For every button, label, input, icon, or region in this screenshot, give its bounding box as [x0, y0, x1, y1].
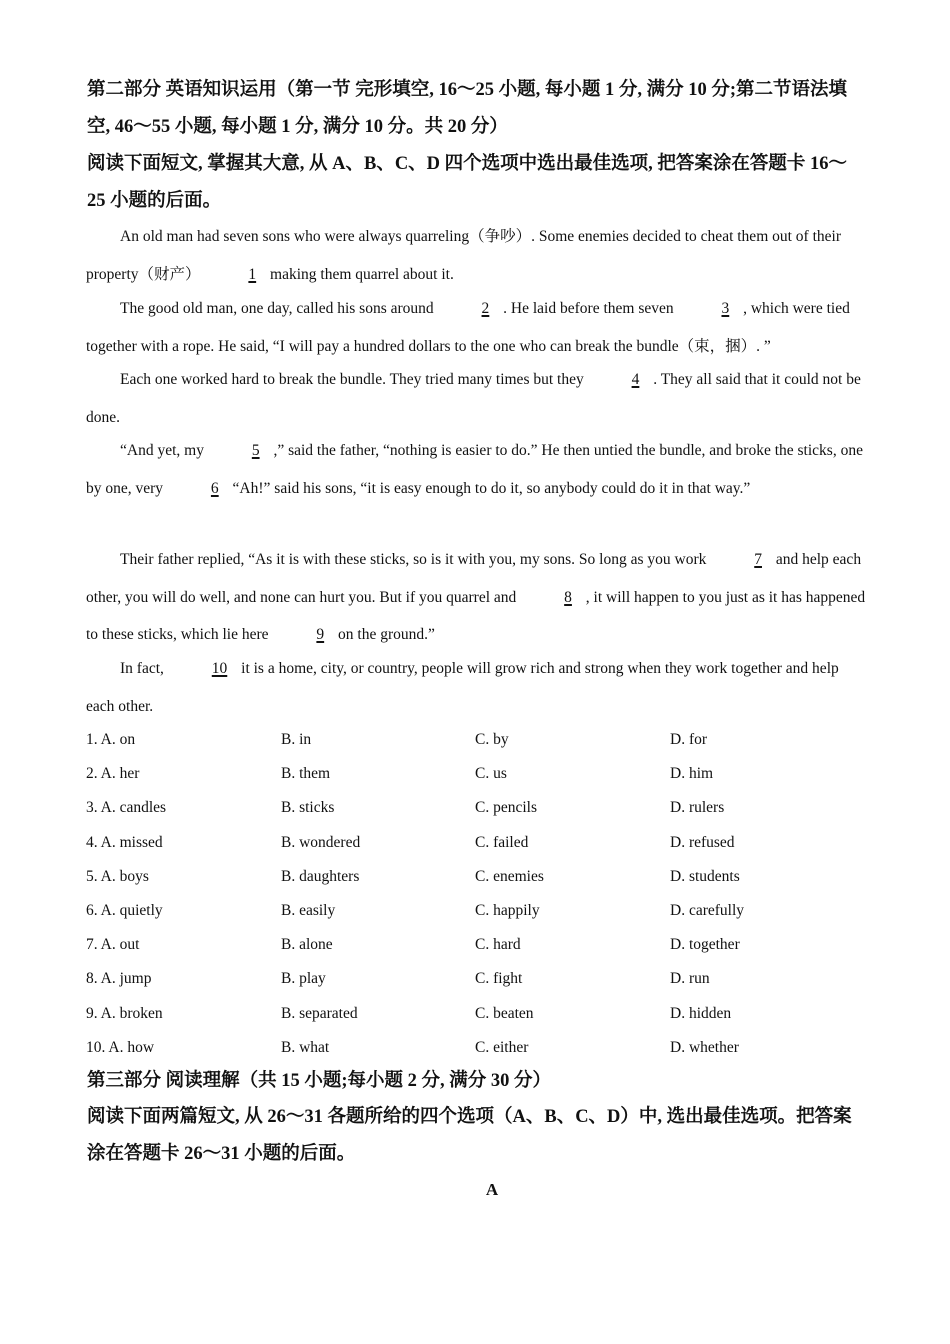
option-b: B. wondered [281, 833, 361, 851]
passage-paragraph-5: Their father replied, “As it is with these sticks, so is it with you, my sons. So long as you work 7 and help each other, you will do well, and none can hurt you. But if you quarrel and 8 , it will happen to you just as it has happened to these sticks, which lie here 9 on the ground.” [86, 541, 866, 654]
option-a: 7. A. out [86, 936, 140, 954]
option-row [86, 895, 866, 929]
option-a: 5. A. boys [86, 867, 149, 885]
passage-paragraph-3: Each one worked hard to break the bundle. They tried many times but they 4 . They all said that it could not be done. [86, 361, 866, 436]
option-c: C. happily [475, 901, 540, 919]
blank-4: 4 [631, 371, 640, 388]
part2-title: 第二部分 英语知识运用（第一节 完形填空, 16～25 小题, 每小题 1 分, 满分 10 分;第二节语法填空, 46～55 小题, 每小题 1 分, 满分 10 分。共 20 分） [87, 80, 848, 137]
option-b: B. daughters [281, 867, 360, 885]
option-a: 3. A. candles [86, 799, 167, 817]
option-a: 6. A. quietly [86, 901, 163, 919]
option-row [86, 758, 866, 792]
passage-paragraph-4: “And yet, my 5 ,” said the father, “nothing is easier to do.” He then untied the bundle, and broke the sticks, one by one, very 6 “Ah!” said his sons, “it is easy enough to do it, so anybody could do it in that way.” [86, 432, 866, 507]
option-b: B. what [281, 1038, 330, 1056]
option-d: D. refused [670, 833, 735, 851]
option-a: 8. A. jump [86, 970, 152, 988]
passage-paragraph-2: The good old man, one day, called his sons around 2 . He laid before them seven 3 , which were tied together with a rope. He said, “I will pay a hundred dollars to the one who can break the bundle（束，捆）. ” [86, 290, 866, 365]
option-row [86, 724, 866, 758]
blank-5: 5 [251, 442, 260, 459]
option-b: B. in [281, 731, 312, 748]
option-c: C. either [475, 1038, 529, 1056]
part3-instruction: 阅读下面两篇短文, 从 26～31 各题所给的四个选项（A、B、C、D）中, 选出最佳选项。把答案涂在答题卡 26～31 小题的后面。 [87, 1107, 852, 1164]
option-a: 4. A. missed [86, 833, 163, 851]
blank-8: 8 [564, 588, 572, 606]
option-a: 2. A. her [86, 765, 140, 783]
answer-options [86, 724, 866, 1066]
part3-title: 第三部分 阅读理解（共 15 小题;每小题 2 分, 满分 30 分） [87, 1071, 552, 1091]
option-row [86, 929, 866, 963]
option-d: D. students [670, 867, 740, 885]
option-a: 10. A. how [86, 1038, 155, 1056]
option-b: B. separated [281, 1004, 358, 1022]
option-d: D. run [670, 970, 710, 988]
option-c: C. hard [475, 936, 521, 954]
passage-paragraph-6: In fact, 10 it is a home, city, or country, people will grow rich and strong when they work together and help each other. [86, 650, 866, 725]
passage-paragraph-1: An old man had seven sons who were always quarreling（争吵）. Some enemies decided to cheat them out of their property（财产） 1 making them quarrel about it. [86, 218, 866, 293]
blank-3: 3 [721, 300, 730, 317]
blank-6: 6 [210, 479, 219, 497]
option-d: D. for [670, 731, 708, 748]
blank-1: 1 [248, 265, 257, 283]
option-c: C. by [475, 731, 509, 748]
option-row [86, 792, 866, 826]
option-row [86, 1032, 866, 1066]
blank-10: 10 [211, 660, 228, 677]
option-d: D. carefully [670, 901, 745, 919]
blank-7: 7 [754, 551, 762, 568]
option-b: B. alone [281, 936, 333, 954]
option-c: C. failed [475, 833, 529, 851]
blank-9: 9 [316, 626, 325, 643]
option-row [86, 963, 866, 997]
section-label: A [485, 1180, 499, 1199]
option-row [86, 827, 866, 861]
part2-instruction: 阅读下面短文, 掌握其大意, 从 A、B、C、D 四个选项中选出最佳选项, 把答案涂在答题卡 16～25 小题的后面。 [87, 154, 848, 211]
option-c: C. us [475, 765, 507, 783]
option-d: D. together [670, 936, 740, 954]
option-d: D. whether [670, 1038, 739, 1056]
option-b: B. them [281, 765, 331, 783]
blank-2: 2 [481, 300, 490, 317]
option-d: D. rulers [670, 799, 725, 817]
option-d: D. hidden [670, 1004, 732, 1022]
option-a: 9. A. broken [86, 1004, 163, 1022]
option-a: 1. A. on [86, 731, 136, 748]
option-row [86, 861, 866, 895]
option-c: C. beaten [475, 1004, 534, 1022]
option-c: C. pencils [475, 799, 537, 817]
option-b: B. play [281, 970, 326, 988]
option-b: B. sticks [281, 799, 335, 817]
option-row [86, 998, 866, 1032]
option-b: B. easily [281, 901, 336, 919]
option-c: C. enemies [475, 867, 544, 885]
option-d: D. him [670, 765, 714, 783]
option-c: C. fight [475, 970, 523, 988]
